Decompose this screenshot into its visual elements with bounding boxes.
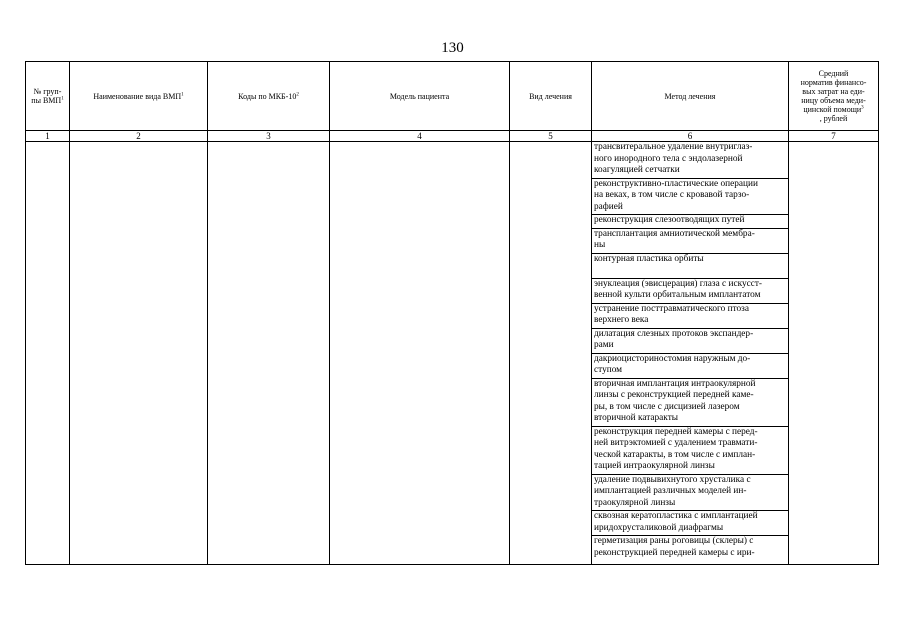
group-number-cell: [26, 142, 70, 565]
treatment-method-line: реконструктивно-пластические операции: [594, 178, 758, 189]
treatment-method-line: энуклеация (эвисцерация) глаза с искусст-: [594, 278, 763, 289]
treatment-method-item: [592, 511, 788, 536]
treatment-method-item: [592, 427, 788, 475]
treatment-methods-cell: [592, 142, 789, 565]
column-number-4: 4: [330, 131, 510, 142]
treatment-method-line: герметизация раны роговицы (склеры) с: [594, 536, 754, 546]
treatment-method-line: на веках, в том числе с кровавой тарзо-: [594, 190, 750, 200]
header-cost-line6: , рублей: [819, 114, 848, 123]
treatment-method-line: удаление подвывихнутого хрусталика с: [594, 474, 751, 485]
column-number-2: 2: [70, 131, 208, 142]
treatment-method-line: ступом: [594, 365, 623, 375]
column-number-5: 5: [510, 131, 592, 142]
treatment-method-line: траокулярной линзы: [594, 497, 676, 508]
treatment-method-line: венной культи орбитальным имплантатом: [594, 290, 761, 300]
header-treatment-method: [592, 62, 789, 131]
column-number-row: [26, 131, 879, 142]
treatment-method-item: [592, 354, 788, 379]
vmp-name-cell: [70, 142, 208, 565]
header-row: [26, 62, 879, 131]
treatment-method-line: иридохрусталиковой диафрагмы: [594, 522, 724, 533]
treatment-method-line: контурная пластика орбиты: [594, 253, 704, 264]
treatment-method-line: вторичной катаракты: [594, 413, 679, 423]
treatment-method-line: ческой катаракты, в том числе с имплан-: [594, 449, 756, 460]
treatment-method-line: [594, 265, 788, 277]
treatment-methods-list: [592, 142, 788, 564]
header-vmp-name: [70, 62, 208, 131]
column-number-6: 6: [592, 131, 789, 142]
header-treatment-method-text: Метод лечения: [664, 91, 716, 101]
treatment-method-line: имплантацией различных моделей ин-: [594, 486, 747, 496]
treatment-method-line: линзы с реконструкцией передней каме-: [594, 390, 754, 400]
treatment-method-item: [592, 215, 788, 229]
header-cost-line4: ницу объема меди-: [801, 96, 866, 105]
treatment-method-item: [592, 379, 788, 427]
treatment-method-item: [592, 329, 788, 354]
footnote-marker: 1: [61, 96, 64, 102]
treatment-method-line: реконструкцией передней камеры с ири-: [594, 547, 755, 558]
header-group-number: [26, 62, 70, 131]
header-cost-standard: [789, 62, 879, 131]
treatment-method-line: сквозная кератопластика с имплантацией: [594, 511, 758, 521]
header-group-number-line1: № груп-: [33, 87, 62, 96]
treatment-method-line: реконструкция слезоотводящих путей: [594, 215, 745, 225]
treatment-method-line: трансплантация амниотической мембра-: [594, 228, 755, 239]
treatment-method-line: рафией: [594, 201, 623, 212]
treatment-method-line: коагуляцией сетчатки: [594, 165, 680, 175]
treatment-method-item: [592, 142, 788, 179]
treatment-method-item: [592, 304, 788, 329]
header-icd-codes: [208, 62, 330, 131]
header-cost-line3: вых затрат на еди-: [802, 87, 865, 96]
header-treatment-type: [510, 62, 592, 131]
treatment-method-item: [592, 179, 788, 216]
treatment-method-line: тацией интраокулярной линзы: [594, 461, 715, 471]
page-number: 130: [441, 40, 464, 56]
treatment-method-line: верхнего века: [594, 315, 649, 325]
body-row: [26, 142, 879, 565]
column-number-1: 1: [26, 131, 70, 142]
treatment-method-line: ного инородного тела с эндолазерной: [594, 153, 743, 164]
treatment-method-line: ры, в том числе с дисцизией лазером: [594, 401, 740, 412]
treatment-method-line: вторичная имплантация интраокулярной: [594, 378, 756, 389]
header-icd-codes-text: Коды по МКБ-10: [238, 91, 297, 101]
treatment-method-item: [592, 536, 788, 560]
cost-standard-cell: [789, 142, 879, 565]
header-cost-line2: норматив финансо-: [800, 78, 867, 87]
treatment-method-item: [592, 229, 788, 254]
treatment-method-line: устранение посттравматического птоза: [594, 303, 749, 314]
treatment-method-item: [592, 279, 788, 304]
treatment-method-line: дилатация слезных протоков экспандер-: [594, 328, 754, 339]
header-patient-model: [330, 62, 510, 131]
patient-model-cell: [330, 142, 510, 565]
header-treatment-type-text: Вид лечения: [529, 91, 572, 101]
header-patient-model-text: Модель пациента: [389, 91, 450, 101]
header-vmp-name-text: Наименование вида ВМП: [93, 91, 182, 101]
footnote-marker: 2: [296, 91, 299, 97]
header-group-number-line2: пы ВМП: [31, 96, 62, 105]
column-number-7: 7: [789, 131, 879, 142]
treatment-method-line: ны: [594, 240, 606, 250]
vmp-table: [25, 61, 879, 565]
header-cost-line5: цинской помощи: [803, 105, 862, 114]
treatment-method-item: [592, 254, 788, 279]
treatment-method-line: рами: [594, 340, 614, 350]
treatment-method-line: ней витрэктомией с удалением травмати-: [594, 438, 758, 448]
treatment-method-line: реконструкция передней камеры с перед-: [594, 426, 758, 437]
footnote-marker: 1: [181, 91, 184, 97]
column-number-3: 3: [208, 131, 330, 142]
treatment-method-line: дакриоцисториностомия наружным до-: [594, 353, 751, 364]
treatment-method-line: трансвитеральное удаление внутриглаз-: [594, 142, 753, 152]
footnote-marker: 3: [861, 105, 864, 111]
icd-codes-cell: [208, 142, 330, 565]
treatment-type-cell: [510, 142, 592, 565]
treatment-method-item: [592, 475, 788, 512]
header-cost-line1: Средний: [818, 69, 849, 78]
